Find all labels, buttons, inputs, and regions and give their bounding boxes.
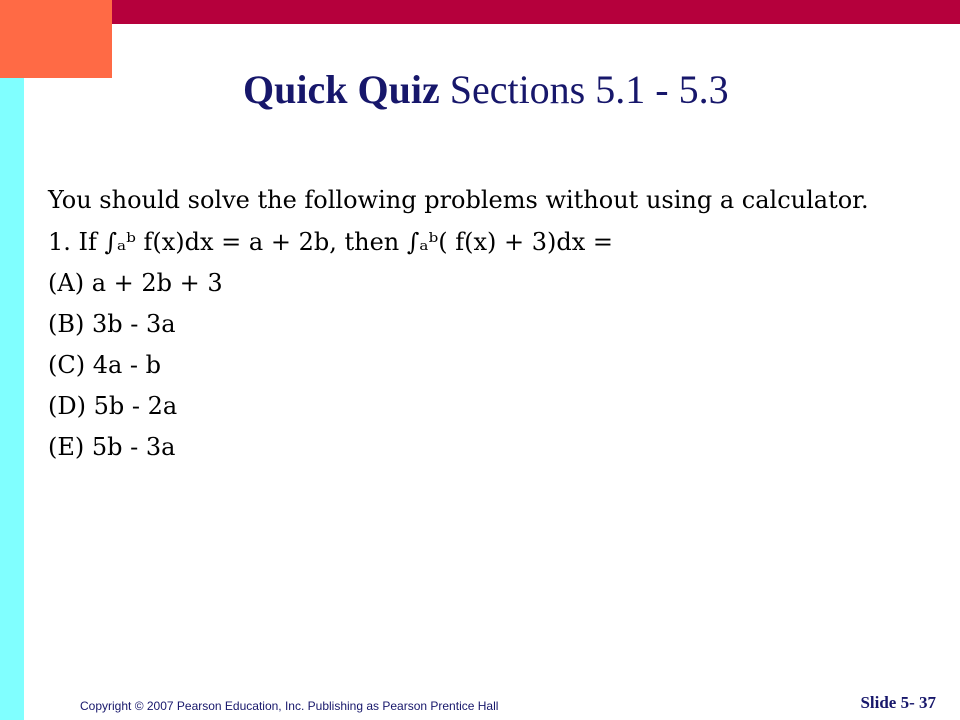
question-text: 1. If ∫ₐᵇ f(x)dx = a + 2b, then ∫ₐᵇ( f(x) + 3)dx = [48, 228, 614, 256]
answer-option-c: (C) 4a - b [48, 351, 162, 379]
slide-title-rest: Sections 5.1 - 5.3 [449, 67, 729, 112]
slide-content [48, 178, 928, 468]
instruction-text: You should solve the following problems without using a calculator. [48, 186, 869, 214]
corner-accent-block [0, 0, 112, 78]
copyright-footer: Copyright © 2007 Pearson Education, Inc. Publishing as Pearson Prentice Hall [80, 699, 499, 713]
slide-number: Slide 5- 37 [860, 693, 936, 712]
left-accent-bar [0, 0, 24, 720]
slide-title-bold: Quick Quiz [243, 67, 440, 112]
answer-option-e: (E) 5b - 3a [48, 433, 176, 461]
answer-option-a: (A) a + 2b + 3 [48, 269, 223, 297]
top-accent-bar [112, 0, 960, 24]
answer-option-d: (D) 5b - 2a [48, 392, 178, 420]
answer-option-b: (B) 3b - 3a [48, 310, 176, 338]
slide-title [243, 62, 943, 118]
